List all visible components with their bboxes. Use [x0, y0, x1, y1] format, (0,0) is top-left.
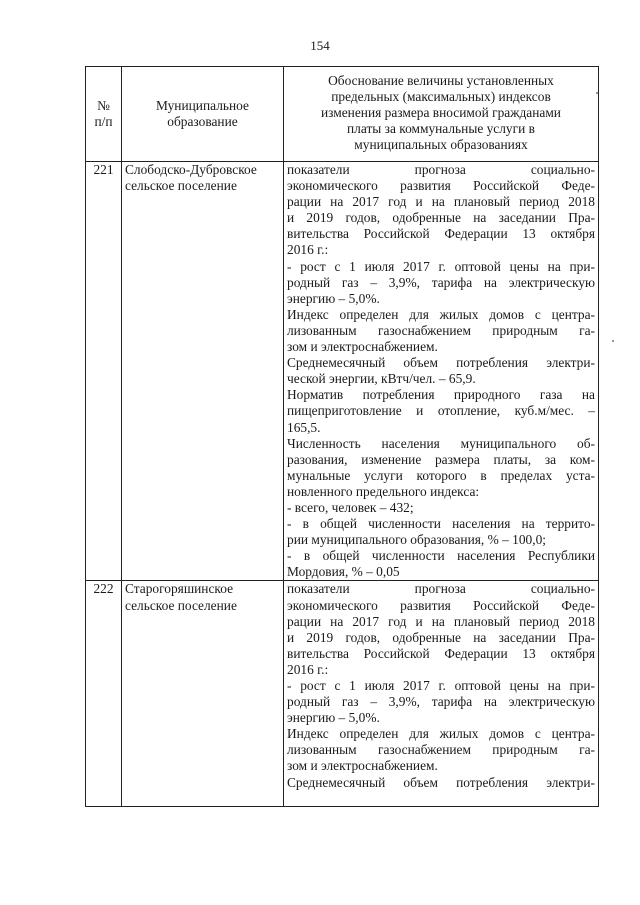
justification-cell	[284, 162, 599, 581]
text-line: показатели прогноза социально-	[287, 581, 595, 597]
header-num-line: п/п	[94, 114, 113, 129]
paragraph-forecast	[287, 581, 595, 678]
municipality-line: сельское поселение	[125, 597, 237, 613]
text-line: лизованным газоснабжением природным га-	[287, 742, 595, 758]
text-line: Индекс определен для жилых домов с центра-	[287, 306, 595, 322]
text-line: энергию – 5,0%.	[287, 290, 380, 306]
text-line: Среднемесячный объем потребления электри-	[287, 355, 595, 371]
paragraph-gas-norm	[287, 387, 595, 435]
header-municipality	[122, 67, 284, 162]
municipality-line: сельское поселение	[125, 178, 237, 194]
paragraph-electricity	[287, 355, 595, 387]
text-line: Численность населения муниципального об-	[287, 435, 595, 451]
paragraph-share-republic	[287, 548, 595, 580]
scan-speck	[612, 340, 614, 342]
text-line: новленного предельного индекса:	[287, 483, 480, 499]
table-row	[86, 162, 599, 581]
text-line: родный газ – 3,9%, тарифа на электрическую	[287, 694, 595, 710]
text-line: и 2019 годов, одобренные на заседании Пра-	[287, 629, 595, 645]
row-number: 221	[86, 162, 122, 581]
text-line: 2016 г.:	[287, 242, 329, 258]
text-line: - в общей численности населения Республики	[287, 548, 595, 564]
paragraph-electricity	[287, 775, 595, 791]
text-line: рации на 2017 год и на плановый период 2018	[287, 613, 595, 629]
justification-cell	[284, 581, 599, 807]
text-line: зом и электроснабжением.	[287, 758, 438, 774]
text-line: 165,5.	[287, 419, 321, 435]
header-num-line: №	[97, 97, 110, 113]
paragraph-total	[287, 500, 595, 516]
table-header	[86, 67, 599, 162]
text-line: родный газ – 3,9%, тарифа на электрическую	[287, 274, 595, 290]
paragraph-forecast	[287, 162, 595, 259]
header-justification-line: муниципальных образованиях	[354, 137, 528, 153]
table-row	[86, 581, 599, 807]
header-municipality-line: образование	[167, 114, 238, 129]
text-line: Индекс определен для жилых домов с центра-	[287, 726, 595, 742]
text-line: вительства Российской Федерации 13 октября	[287, 226, 595, 242]
header-justification	[284, 67, 599, 162]
text-line: показатели прогноза социально-	[287, 162, 595, 177]
paragraph-index-basis	[287, 307, 595, 355]
paragraph-price-growth	[287, 259, 595, 307]
scan-speck	[596, 92, 598, 94]
text-line: вительства Российской Федерации 13 октября	[287, 645, 595, 661]
paragraph-index-basis	[287, 726, 595, 774]
text-line: и 2019 годов, одобренные на заседании Пра-	[287, 210, 595, 226]
header-justification-line: изменения размера вносимой гражданами	[321, 105, 561, 121]
text-line: 2016 г.:	[287, 661, 329, 677]
header-justification-line: предельных (максимальных) индексов	[331, 89, 551, 105]
text-line: Норматив потребления природного газа на	[287, 387, 595, 403]
text-line: зом и электроснабжением.	[287, 339, 438, 355]
text-line: ческой энергии, кВтч/чел. – 65,9.	[287, 371, 476, 387]
header-num	[86, 67, 122, 162]
header-justification-line: платы за коммунальные услуги в	[347, 121, 535, 137]
header-justification-line: Обоснование величины установленных	[328, 73, 554, 88]
text-line: экономического развития Российской Феде-	[287, 597, 595, 613]
text-line: Мордовия, % – 0,05	[287, 564, 400, 580]
text-line: рации на 2017 год и на плановый период 2018	[287, 194, 595, 210]
municipality-line: Старогоряшинское	[125, 581, 234, 597]
text-line: - всего, человек – 432;	[287, 499, 414, 515]
municipality-name	[122, 581, 284, 807]
text-line: разования, изменение размера платы, за ком-	[287, 451, 595, 467]
municipal-index-table	[85, 66, 599, 807]
page-number: 154	[310, 38, 330, 53]
text-line: лизованным газоснабжением природным га-	[287, 322, 595, 338]
text-line: рии муниципального образования, % – 100,0;	[287, 532, 547, 548]
municipality-line: Слободско-Дубровское	[125, 162, 257, 177]
paragraph-share-municipal	[287, 516, 595, 548]
text-line: - в общей численности населения на террито-	[287, 516, 595, 532]
paragraph-population	[287, 436, 595, 500]
text-line: Среднемесячный объем потребления электри-	[287, 774, 595, 790]
text-line: мунальные услуги которого в пределах уста-	[287, 467, 595, 483]
paragraph-price-growth	[287, 678, 595, 726]
text-line: энергию – 5,0%.	[287, 710, 380, 726]
text-line: экономического развития Российской Феде-	[287, 178, 595, 194]
row-number: 222	[86, 581, 122, 807]
text-line: - рост с 1 июля 2017 г. оптовой цены на при-	[287, 678, 595, 693]
text-line: пищеприготовление и отопление, куб.м/мес. –	[287, 403, 595, 419]
header-municipality-line: Муниципальное	[156, 97, 249, 113]
text-line: - рост с 1 июля 2017 г. оптовой цены на при-	[287, 258, 595, 274]
municipality-name	[122, 162, 284, 581]
